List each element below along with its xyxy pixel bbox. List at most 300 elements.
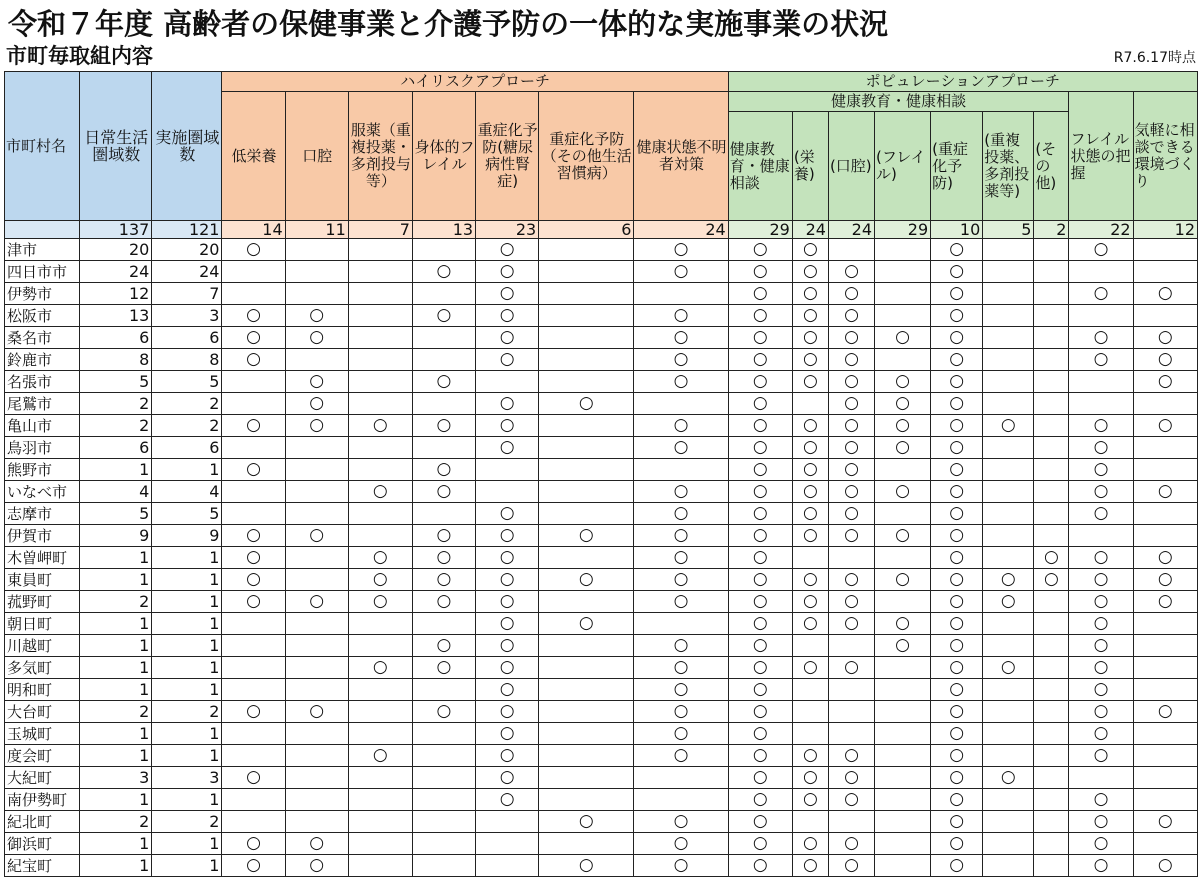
circle-mark: ○ bbox=[285, 393, 348, 415]
empty-cell bbox=[412, 283, 475, 305]
impl-areas-cell: 1 bbox=[152, 855, 222, 877]
empty-cell bbox=[983, 239, 1034, 261]
circle-mark: ○ bbox=[1133, 371, 1197, 393]
circle-mark: ○ bbox=[728, 613, 792, 635]
circle-mark: ○ bbox=[931, 679, 983, 701]
circle-mark: ○ bbox=[728, 393, 792, 415]
empty-cell bbox=[348, 789, 412, 811]
empty-cell bbox=[792, 547, 828, 569]
circle-mark: ○ bbox=[931, 349, 983, 371]
empty-cell bbox=[1034, 393, 1069, 415]
empty-cell bbox=[828, 701, 874, 723]
total-cell: 7 bbox=[348, 221, 412, 239]
circle-mark: ○ bbox=[828, 657, 874, 679]
impl-areas-cell: 1 bbox=[152, 591, 222, 613]
circle-mark: ○ bbox=[875, 393, 931, 415]
circle-mark: ○ bbox=[828, 327, 874, 349]
circle-mark: ○ bbox=[634, 415, 728, 437]
daily-areas-cell: 1 bbox=[80, 569, 152, 591]
empty-cell bbox=[348, 701, 412, 723]
total-cell: 10 bbox=[931, 221, 983, 239]
circle-mark: ○ bbox=[476, 239, 539, 261]
empty-cell bbox=[983, 459, 1034, 481]
circle-mark: ○ bbox=[476, 789, 539, 811]
circle-mark: ○ bbox=[634, 525, 728, 547]
circle-mark: ○ bbox=[1133, 283, 1197, 305]
table-row bbox=[5, 503, 1198, 525]
daily-areas-cell: 3 bbox=[80, 767, 152, 789]
circle-mark: ○ bbox=[222, 239, 285, 261]
circle-mark: ○ bbox=[1069, 855, 1133, 877]
circle-mark: ○ bbox=[792, 767, 828, 789]
circle-mark: ○ bbox=[728, 547, 792, 569]
table-row bbox=[5, 371, 1198, 393]
table-row bbox=[5, 569, 1198, 591]
circle-mark: ○ bbox=[792, 481, 828, 503]
circle-mark: ○ bbox=[931, 305, 983, 327]
table-row bbox=[5, 327, 1198, 349]
circle-mark: ○ bbox=[792, 657, 828, 679]
circle-mark: ○ bbox=[1133, 349, 1197, 371]
empty-cell bbox=[1034, 855, 1069, 877]
empty-cell bbox=[1133, 657, 1197, 679]
table-row bbox=[5, 701, 1198, 723]
empty-cell bbox=[792, 679, 828, 701]
empty-cell bbox=[1133, 833, 1197, 855]
impl-areas-cell: 6 bbox=[152, 437, 222, 459]
circle-mark: ○ bbox=[222, 569, 285, 591]
empty-cell bbox=[222, 613, 285, 635]
empty-cell bbox=[1069, 525, 1133, 547]
col-header-severity-lifestyle: 重症化予防（その他生活習慣病） bbox=[539, 92, 634, 221]
circle-mark: ○ bbox=[1069, 679, 1133, 701]
page-title: 令和７年度 高齢者の保健事業と介護予防の一体的な実施事業の状況 bbox=[8, 7, 889, 41]
circle-mark: ○ bbox=[792, 833, 828, 855]
daily-areas-cell: 6 bbox=[80, 437, 152, 459]
circle-mark: ○ bbox=[476, 613, 539, 635]
empty-cell bbox=[539, 833, 634, 855]
circle-mark: ○ bbox=[1069, 283, 1133, 305]
circle-mark: ○ bbox=[828, 613, 874, 635]
daily-areas-cell: 9 bbox=[80, 525, 152, 547]
circle-mark: ○ bbox=[875, 613, 931, 635]
empty-cell bbox=[539, 591, 634, 613]
empty-cell bbox=[875, 591, 931, 613]
circle-mark: ○ bbox=[634, 371, 728, 393]
municipality-name: 度会町 bbox=[5, 745, 80, 767]
col-header-frailty-edu: (フレイル) bbox=[875, 112, 931, 221]
circle-mark: ○ bbox=[792, 525, 828, 547]
circle-mark: ○ bbox=[634, 503, 728, 525]
empty-cell bbox=[539, 723, 634, 745]
circle-mark: ○ bbox=[285, 855, 348, 877]
empty-cell bbox=[476, 811, 539, 833]
daily-areas-cell: 2 bbox=[80, 393, 152, 415]
table-row bbox=[5, 591, 1198, 613]
circle-mark: ○ bbox=[348, 415, 412, 437]
circle-mark: ○ bbox=[285, 833, 348, 855]
circle-mark: ○ bbox=[728, 525, 792, 547]
empty-cell bbox=[1034, 591, 1069, 613]
circle-mark: ○ bbox=[828, 283, 874, 305]
empty-cell bbox=[983, 305, 1034, 327]
empty-cell bbox=[1069, 767, 1133, 789]
col-header-other-edu: (その他) bbox=[1034, 112, 1069, 221]
impl-areas-cell: 3 bbox=[152, 767, 222, 789]
impl-areas-cell: 1 bbox=[152, 569, 222, 591]
table-row bbox=[5, 261, 1198, 283]
empty-cell bbox=[285, 349, 348, 371]
circle-mark: ○ bbox=[1069, 811, 1133, 833]
empty-cell bbox=[983, 723, 1034, 745]
circle-mark: ○ bbox=[792, 261, 828, 283]
impl-areas-cell: 1 bbox=[152, 547, 222, 569]
circle-mark: ○ bbox=[1069, 789, 1133, 811]
col-header-undernutrition: 低栄養 bbox=[222, 92, 285, 221]
empty-cell bbox=[539, 789, 634, 811]
municipality-name: 大台町 bbox=[5, 701, 80, 723]
empty-cell bbox=[348, 239, 412, 261]
empty-cell bbox=[792, 701, 828, 723]
municipality-name: 明和町 bbox=[5, 679, 80, 701]
circle-mark: ○ bbox=[476, 261, 539, 283]
circle-mark: ○ bbox=[792, 613, 828, 635]
impl-areas-cell: 1 bbox=[152, 657, 222, 679]
circle-mark: ○ bbox=[728, 635, 792, 657]
municipality-name: 亀山市 bbox=[5, 415, 80, 437]
empty-cell bbox=[476, 459, 539, 481]
municipality-name: 伊勢市 bbox=[5, 283, 80, 305]
impl-areas-cell: 24 bbox=[152, 261, 222, 283]
circle-mark: ○ bbox=[875, 481, 931, 503]
impl-areas-cell: 2 bbox=[152, 811, 222, 833]
empty-cell bbox=[348, 393, 412, 415]
circle-mark: ○ bbox=[728, 591, 792, 613]
daily-areas-cell: 1 bbox=[80, 635, 152, 657]
empty-cell bbox=[1034, 833, 1069, 855]
empty-cell bbox=[1034, 371, 1069, 393]
empty-cell bbox=[222, 789, 285, 811]
circle-mark: ○ bbox=[931, 261, 983, 283]
empty-cell bbox=[634, 283, 728, 305]
total-cell: 11 bbox=[285, 221, 348, 239]
daily-areas-cell: 1 bbox=[80, 459, 152, 481]
empty-cell bbox=[348, 349, 412, 371]
col-header-daily-areas: 日常生活圏域数 bbox=[80, 72, 152, 221]
total-cell: 23 bbox=[476, 221, 539, 239]
empty-cell bbox=[476, 855, 539, 877]
col-header-severity-edu: (重症化予防) bbox=[931, 112, 983, 221]
circle-mark: ○ bbox=[792, 305, 828, 327]
municipality-name: 尾鷲市 bbox=[5, 393, 80, 415]
circle-mark: ○ bbox=[412, 305, 475, 327]
impl-areas-cell: 1 bbox=[152, 635, 222, 657]
total-cell: 6 bbox=[539, 221, 634, 239]
empty-cell bbox=[348, 437, 412, 459]
circle-mark: ○ bbox=[634, 657, 728, 679]
circle-mark: ○ bbox=[1069, 327, 1133, 349]
empty-cell bbox=[222, 371, 285, 393]
table-row bbox=[5, 855, 1198, 877]
municipality-name: いなべ市 bbox=[5, 481, 80, 503]
circle-mark: ○ bbox=[828, 833, 874, 855]
circle-mark: ○ bbox=[1069, 239, 1133, 261]
daily-areas-cell: 1 bbox=[80, 745, 152, 767]
circle-mark: ○ bbox=[931, 547, 983, 569]
circle-mark: ○ bbox=[983, 767, 1034, 789]
empty-cell bbox=[828, 811, 874, 833]
table-row bbox=[5, 437, 1198, 459]
circle-mark: ○ bbox=[634, 261, 728, 283]
municipality-name: 御浜町 bbox=[5, 833, 80, 855]
circle-mark: ○ bbox=[476, 569, 539, 591]
empty-cell bbox=[983, 437, 1034, 459]
empty-cell bbox=[875, 261, 931, 283]
empty-cell bbox=[983, 283, 1034, 305]
circle-mark: ○ bbox=[931, 283, 983, 305]
empty-cell bbox=[983, 503, 1034, 525]
empty-cell bbox=[285, 745, 348, 767]
empty-cell bbox=[348, 767, 412, 789]
empty-cell bbox=[285, 613, 348, 635]
daily-areas-cell: 24 bbox=[80, 261, 152, 283]
circle-mark: ○ bbox=[728, 855, 792, 877]
table-row bbox=[5, 811, 1198, 833]
circle-mark: ○ bbox=[634, 327, 728, 349]
circle-mark: ○ bbox=[1069, 437, 1133, 459]
table-row bbox=[5, 789, 1198, 811]
col-header-frailty-grasp: フレイル状態の把握 bbox=[1069, 92, 1133, 221]
total-cell: 29 bbox=[875, 221, 931, 239]
empty-cell bbox=[1034, 305, 1069, 327]
circle-mark: ○ bbox=[931, 503, 983, 525]
empty-cell bbox=[983, 855, 1034, 877]
circle-mark: ○ bbox=[728, 415, 792, 437]
daily-areas-cell: 1 bbox=[80, 789, 152, 811]
total-cell: 22 bbox=[1069, 221, 1133, 239]
municipality-name: 紀宝町 bbox=[5, 855, 80, 877]
circle-mark: ○ bbox=[285, 305, 348, 327]
empty-cell bbox=[983, 833, 1034, 855]
impl-areas-cell: 1 bbox=[152, 679, 222, 701]
circle-mark: ○ bbox=[728, 657, 792, 679]
circle-mark: ○ bbox=[412, 569, 475, 591]
circle-mark: ○ bbox=[728, 767, 792, 789]
empty-cell bbox=[412, 679, 475, 701]
circle-mark: ○ bbox=[634, 635, 728, 657]
municipality-name: 木曽岬町 bbox=[5, 547, 80, 569]
circle-mark: ○ bbox=[412, 547, 475, 569]
col-header-health-education: 健康教育・健康相談 bbox=[728, 112, 792, 221]
empty-cell bbox=[285, 481, 348, 503]
empty-cell bbox=[285, 459, 348, 481]
col-header-oral: 口腔 bbox=[285, 92, 348, 221]
circle-mark: ○ bbox=[1069, 481, 1133, 503]
circle-mark: ○ bbox=[285, 327, 348, 349]
empty-cell bbox=[348, 305, 412, 327]
empty-cell bbox=[412, 503, 475, 525]
circle-mark: ○ bbox=[1133, 701, 1197, 723]
impl-areas-cell: 9 bbox=[152, 525, 222, 547]
empty-cell bbox=[285, 679, 348, 701]
empty-cell bbox=[1069, 371, 1133, 393]
municipality-name: 鳥羽市 bbox=[5, 437, 80, 459]
empty-cell bbox=[476, 371, 539, 393]
circle-mark: ○ bbox=[828, 525, 874, 547]
circle-mark: ○ bbox=[348, 481, 412, 503]
circle-mark: ○ bbox=[476, 547, 539, 569]
impl-areas-cell: 4 bbox=[152, 481, 222, 503]
circle-mark: ○ bbox=[792, 327, 828, 349]
circle-mark: ○ bbox=[285, 525, 348, 547]
circle-mark: ○ bbox=[931, 459, 983, 481]
empty-cell bbox=[222, 503, 285, 525]
table-row bbox=[5, 635, 1198, 657]
empty-cell bbox=[634, 789, 728, 811]
empty-cell bbox=[875, 789, 931, 811]
empty-cell bbox=[634, 459, 728, 481]
municipality-name: 多気町 bbox=[5, 657, 80, 679]
circle-mark: ○ bbox=[1133, 415, 1197, 437]
empty-cell bbox=[348, 679, 412, 701]
daily-areas-cell: 1 bbox=[80, 547, 152, 569]
circle-mark: ○ bbox=[539, 811, 634, 833]
empty-cell bbox=[539, 635, 634, 657]
daily-areas-cell: 2 bbox=[80, 811, 152, 833]
empty-cell bbox=[828, 547, 874, 569]
circle-mark: ○ bbox=[931, 437, 983, 459]
circle-mark: ○ bbox=[931, 569, 983, 591]
empty-cell bbox=[348, 503, 412, 525]
circle-mark: ○ bbox=[476, 679, 539, 701]
circle-mark: ○ bbox=[1133, 591, 1197, 613]
circle-mark: ○ bbox=[285, 591, 348, 613]
empty-cell bbox=[875, 283, 931, 305]
empty-cell bbox=[1069, 305, 1133, 327]
empty-cell bbox=[1133, 305, 1197, 327]
empty-cell bbox=[222, 679, 285, 701]
empty-cell bbox=[412, 789, 475, 811]
circle-mark: ○ bbox=[412, 481, 475, 503]
empty-cell bbox=[1034, 349, 1069, 371]
impl-areas-cell: 1 bbox=[152, 745, 222, 767]
circle-mark: ○ bbox=[728, 745, 792, 767]
circle-mark: ○ bbox=[476, 635, 539, 657]
status-table bbox=[4, 71, 1198, 877]
circle-mark: ○ bbox=[875, 525, 931, 547]
empty-cell bbox=[1034, 481, 1069, 503]
empty-cell bbox=[1034, 261, 1069, 283]
circle-mark: ○ bbox=[1034, 547, 1069, 569]
empty-cell bbox=[1034, 459, 1069, 481]
circle-mark: ○ bbox=[222, 547, 285, 569]
empty-cell bbox=[539, 371, 634, 393]
empty-cell bbox=[1034, 525, 1069, 547]
daily-areas-cell: 2 bbox=[80, 701, 152, 723]
empty-cell bbox=[285, 657, 348, 679]
circle-mark: ○ bbox=[222, 305, 285, 327]
municipality-name: 津市 bbox=[5, 239, 80, 261]
circle-mark: ○ bbox=[828, 481, 874, 503]
col-header-medication: 服薬（重複投薬・多剤投与等） bbox=[348, 92, 412, 221]
circle-mark: ○ bbox=[412, 525, 475, 547]
circle-mark: ○ bbox=[1069, 657, 1133, 679]
municipality-name: 大紀町 bbox=[5, 767, 80, 789]
circle-mark: ○ bbox=[792, 789, 828, 811]
empty-cell bbox=[348, 283, 412, 305]
circle-mark: ○ bbox=[931, 481, 983, 503]
empty-cell bbox=[539, 239, 634, 261]
circle-mark: ○ bbox=[728, 459, 792, 481]
empty-cell bbox=[983, 481, 1034, 503]
circle-mark: ○ bbox=[1069, 745, 1133, 767]
municipality-name: 松阪市 bbox=[5, 305, 80, 327]
empty-cell bbox=[875, 833, 931, 855]
total-cell: 24 bbox=[792, 221, 828, 239]
impl-areas-cell: 1 bbox=[152, 789, 222, 811]
empty-cell bbox=[539, 745, 634, 767]
empty-cell bbox=[828, 723, 874, 745]
circle-mark: ○ bbox=[728, 569, 792, 591]
circle-mark: ○ bbox=[792, 855, 828, 877]
total-cell: 137 bbox=[80, 221, 152, 239]
empty-cell bbox=[412, 393, 475, 415]
circle-mark: ○ bbox=[348, 547, 412, 569]
empty-cell bbox=[539, 657, 634, 679]
circle-mark: ○ bbox=[476, 393, 539, 415]
circle-mark: ○ bbox=[792, 283, 828, 305]
empty-cell bbox=[412, 349, 475, 371]
municipality-name: 朝日町 bbox=[5, 613, 80, 635]
circle-mark: ○ bbox=[412, 261, 475, 283]
empty-cell bbox=[285, 503, 348, 525]
circle-mark: ○ bbox=[476, 305, 539, 327]
daily-areas-cell: 5 bbox=[80, 371, 152, 393]
circle-mark: ○ bbox=[931, 723, 983, 745]
circle-mark: ○ bbox=[1069, 591, 1133, 613]
circle-mark: ○ bbox=[285, 371, 348, 393]
empty-cell bbox=[983, 701, 1034, 723]
circle-mark: ○ bbox=[931, 833, 983, 855]
empty-cell bbox=[634, 393, 728, 415]
circle-mark: ○ bbox=[1133, 327, 1197, 349]
circle-mark: ○ bbox=[1069, 569, 1133, 591]
empty-cell bbox=[412, 723, 475, 745]
municipality-name: 桑名市 bbox=[5, 327, 80, 349]
circle-mark: ○ bbox=[476, 327, 539, 349]
empty-cell bbox=[875, 459, 931, 481]
circle-mark: ○ bbox=[792, 415, 828, 437]
daily-areas-cell: 1 bbox=[80, 679, 152, 701]
empty-cell bbox=[222, 481, 285, 503]
daily-areas-cell: 2 bbox=[80, 415, 152, 437]
municipality-name: 紀北町 bbox=[5, 811, 80, 833]
circle-mark: ○ bbox=[222, 833, 285, 855]
circle-mark: ○ bbox=[983, 569, 1034, 591]
circle-mark: ○ bbox=[728, 239, 792, 261]
circle-mark: ○ bbox=[634, 547, 728, 569]
col-header-polypharmacy-edu: (重複投薬、多剤投薬等) bbox=[983, 112, 1034, 221]
impl-areas-cell: 3 bbox=[152, 305, 222, 327]
table-row bbox=[5, 833, 1198, 855]
empty-cell bbox=[1133, 723, 1197, 745]
circle-mark: ○ bbox=[222, 591, 285, 613]
group-header-population: ポピュレーションアプローチ bbox=[728, 72, 1197, 92]
circle-mark: ○ bbox=[412, 657, 475, 679]
total-cell: 29 bbox=[728, 221, 792, 239]
circle-mark: ○ bbox=[931, 767, 983, 789]
circle-mark: ○ bbox=[728, 371, 792, 393]
